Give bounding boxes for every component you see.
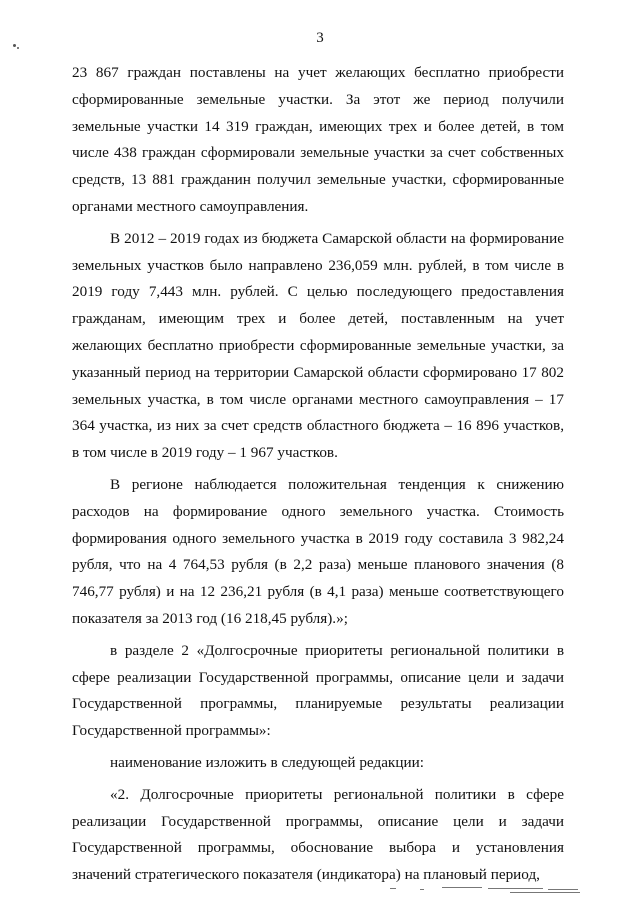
paragraph-instruction: наименование изложить в следующей редакции:: [110, 753, 424, 771]
scan-speck: [13, 44, 16, 47]
paragraph-continuation: 23 867 граждан поставлены на учет желающих бесплатно приобрести сформированные земельные участки. За этот же период получили земельные участки 14 319 граждан, имеющих трех и более детей, в том числе 438 граждан сформировали земельные участки за счет собственных средств, 13 881 гражданин получил земельные участки, сформированные органами местного самоуправления.: [72, 64, 564, 215]
paragraph-new-heading: «2. Долгосрочные приоритеты региональной политики в сфере реализации Государственной программы, описание цели и задачи Государственной программы, обоснование выбора и установления значений стратегического показателя (индикатора) на плановый период,: [72, 785, 564, 884]
page-number: 3: [316, 30, 324, 46]
paragraph-section-2-reference: в разделе 2 «Долгосрочные приоритеты региональной политики в сфере реализации Государственной программы, описание цели и задачи Государственной программы, планируемые результаты реализации Государственной программы»:: [72, 641, 564, 740]
scan-speck: [17, 47, 19, 49]
paragraph-budget-funding: В 2012 – 2019 годах из бюджета Самарской области на формирование земельных участков было направлено 236,059 млн. рублей, в том числе в 2019 году 7,443 млн. рублей. С целью последующего предоставления гражданам, имеющим трех и более детей, поставленным на учет желающих бесплатно приобрести сформированные земельные участки, за указанный период на территории Самарской области сформировано 17 802 земельных участка, в том числе органами местного самоуправления – 17 364 участка, из них за счет средств областного бюджета – 16 896 участков, в том числе в 2019 году – 1 967 участков.: [72, 229, 564, 462]
document-body: [72, 60, 564, 889]
paragraph-cost-trend: В регионе наблюдается положительная тенденция к снижению расходов на формирование одного земельного участка. Стоимость формирования одного земельного участка в 2019 году составила 3 982,24 рубля, что на 4 764,53 рубля (в 2,2 раза) меньше планового значения (8 746,77 рубля) и на 12 236,21 рубля (в 4,1 раза) меньше соответствующего показателя за 2013 год (16 218,45 рубля).»;: [72, 475, 564, 627]
scan-noise: [390, 884, 590, 896]
